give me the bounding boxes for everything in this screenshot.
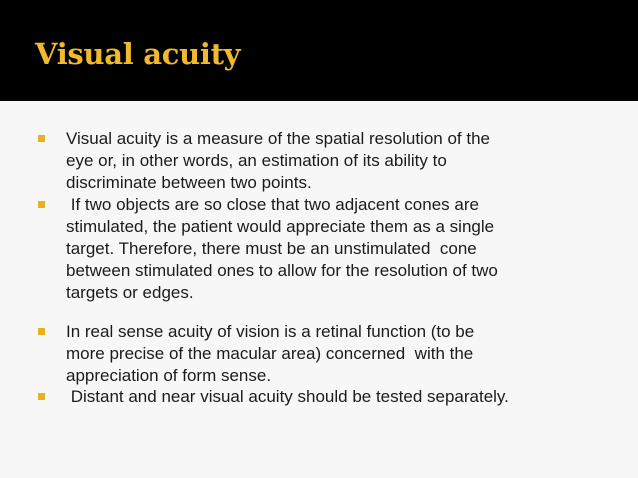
bullet-text: Distant and near visual acuity should be tested separately. <box>66 387 509 406</box>
square-bullet-icon <box>38 393 45 400</box>
square-bullet-icon <box>38 328 45 335</box>
slide-header <box>0 0 638 100</box>
square-bullet-icon <box>38 135 45 142</box>
square-bullet-icon <box>38 201 45 208</box>
slide-title: Visual acuity <box>35 37 241 71</box>
bullet-text: In real sense acuity of vision is a retinal function (to be more precise of the macular area) concerned with the appreciation of form sense. <box>66 322 475 385</box>
slide-content <box>0 101 638 478</box>
bullet-text: Visual acuity is a measure of the spatial resolution of the eye or, in other words, an estimation of its ability to discriminate between two points. <box>66 129 490 192</box>
bullet-text: If two objects are so close that two adjacent cones are stimulated, the patient would appreciate them as a single target. Therefore, there must be an unstimulated cone between stimulated ones to allow for the resolution of two targets or edges. <box>66 195 498 302</box>
